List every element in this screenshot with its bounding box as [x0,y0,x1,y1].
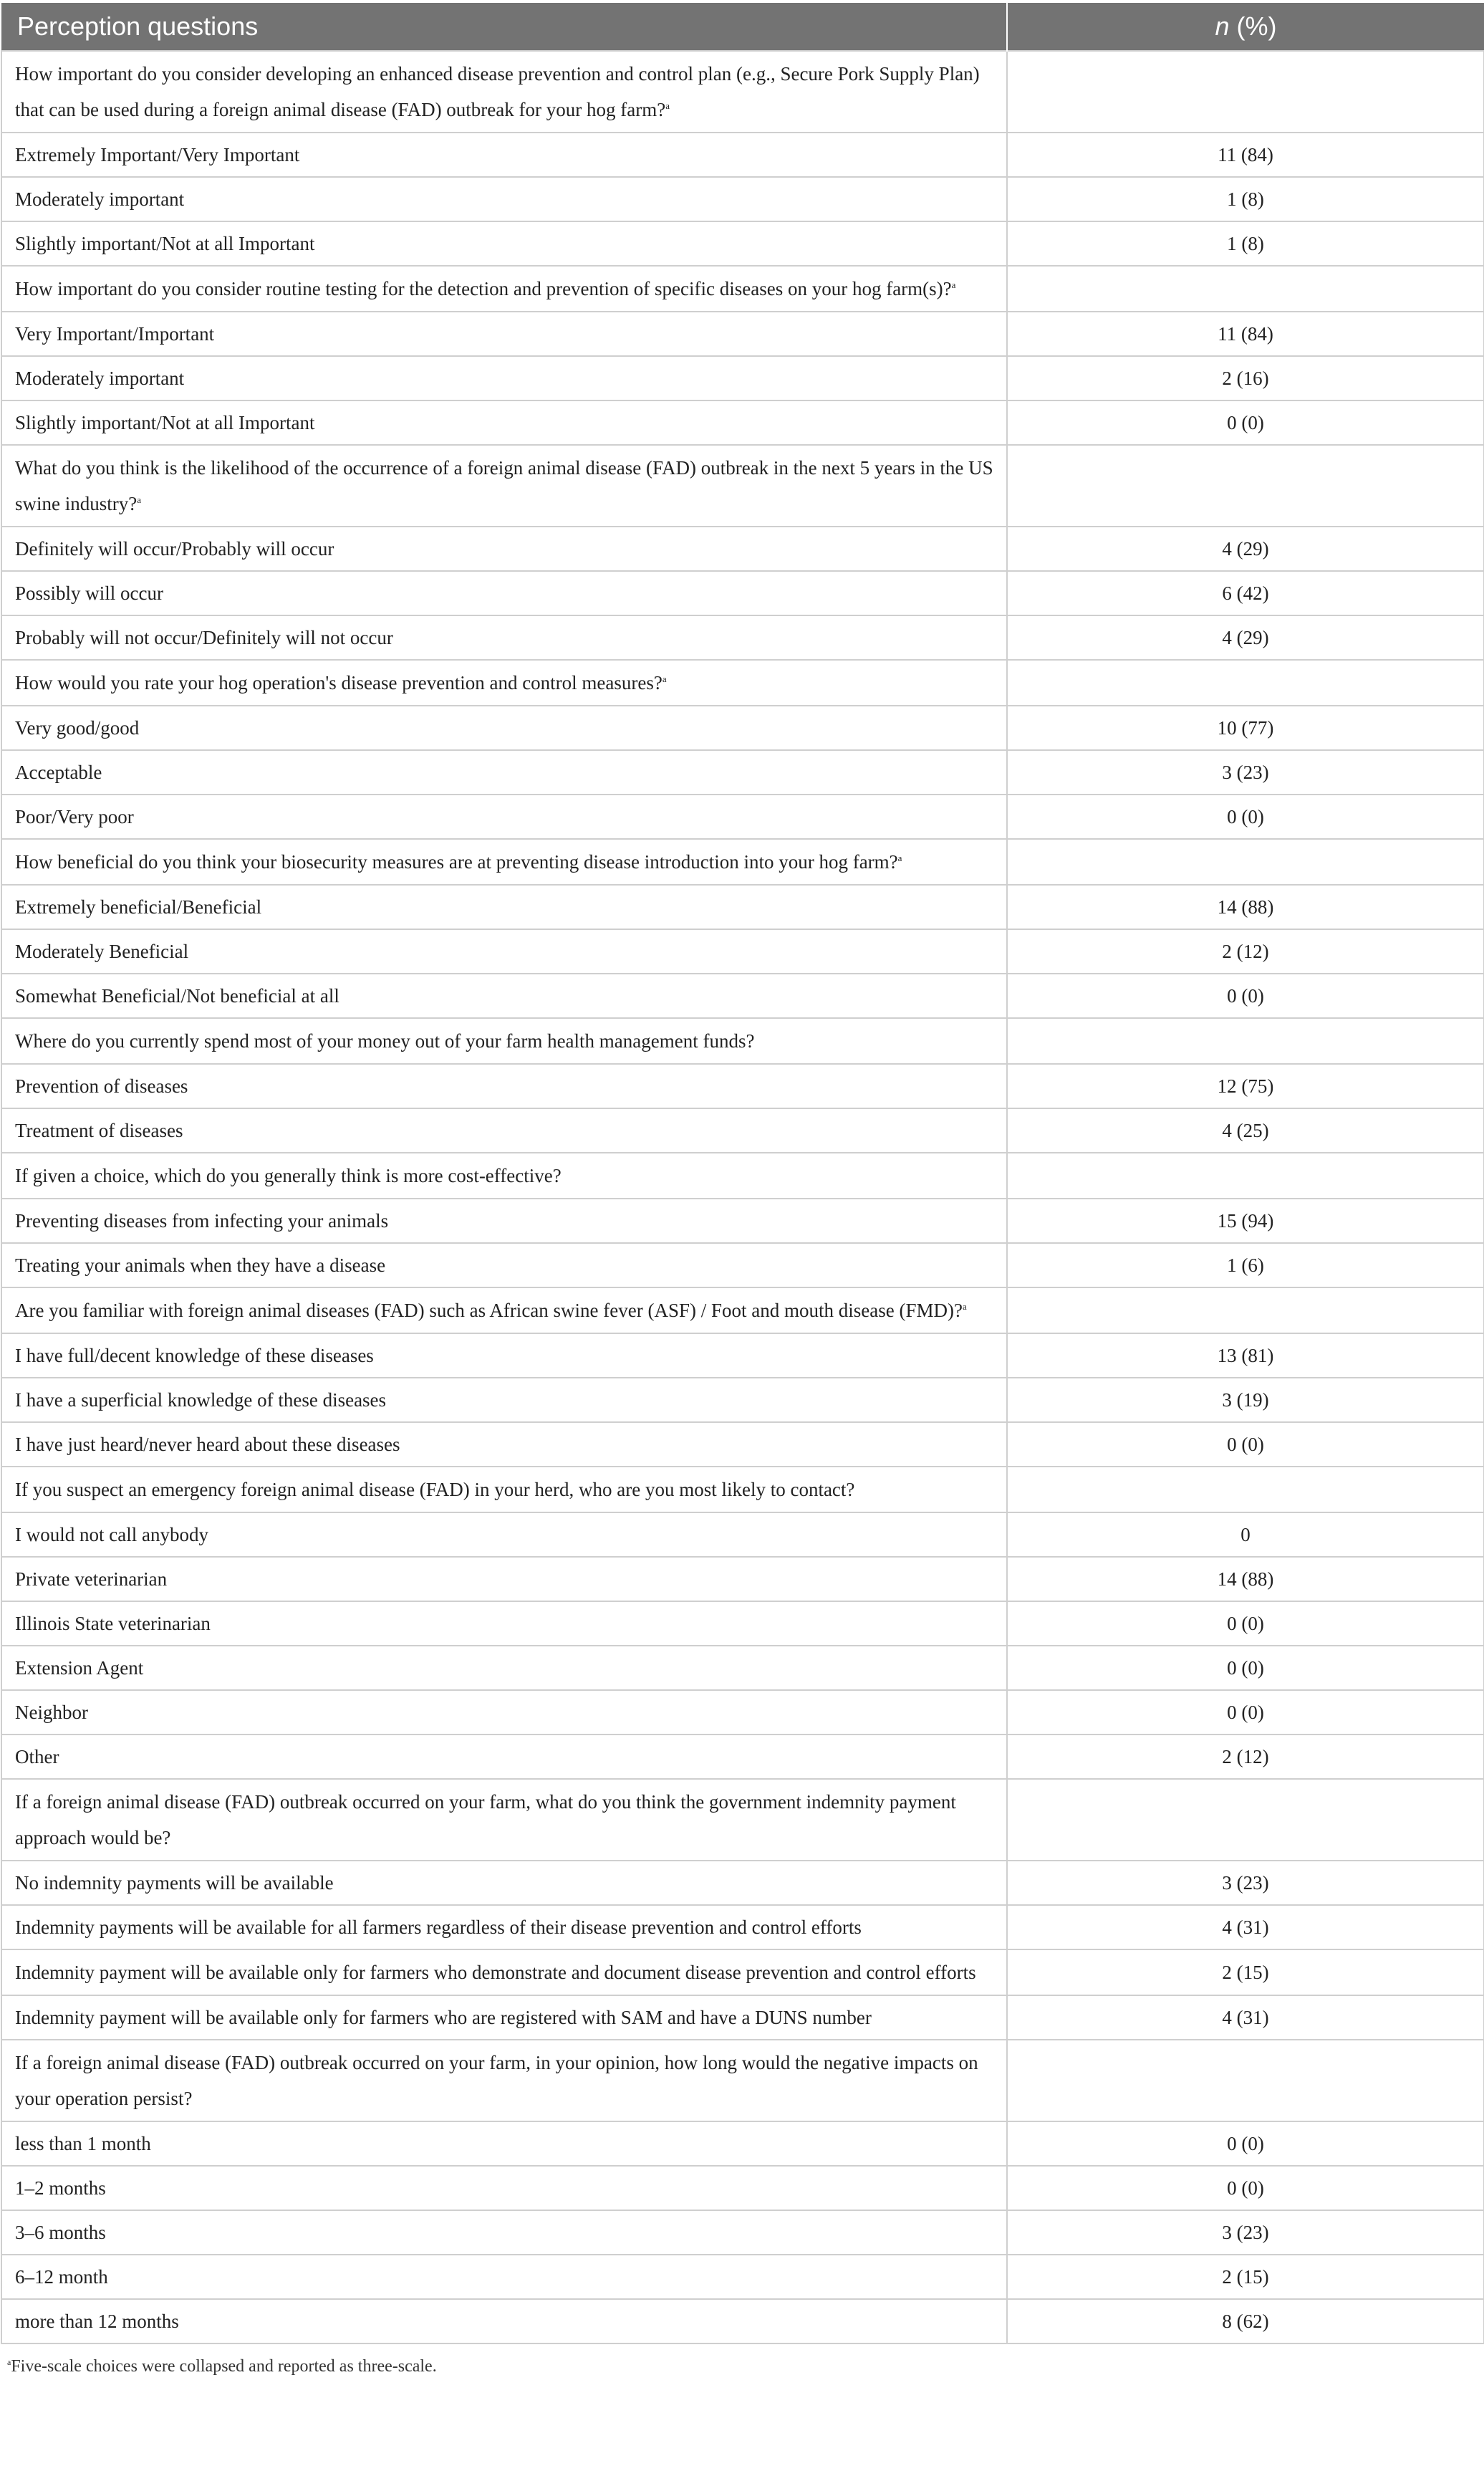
answer-label-cell [1,133,1007,177]
question-text: How beneficial do you think your biosecurity measures are at preventing disease introduction into your hog farm? [15,851,898,873]
answer-label-cell [1,527,1007,571]
header-n-percent [1007,3,1484,51]
answer-text: Moderately important [15,188,185,210]
header-n: n [1215,11,1230,41]
answer-text: Very Important/Important [15,323,215,345]
answer-label-cell [1,615,1007,660]
footnote-marker: a [897,853,902,863]
value-cell: 0 (0) [1007,2121,1484,2166]
value-cell: 2 (12) [1007,1735,1484,1779]
question-text: If given a choice, which do you generally think is more cost-effective? [15,1165,562,1186]
answer-text: I have full/decent knowledge of these diseases [15,1345,374,1366]
answer-text: 3–6 months [15,2222,106,2243]
answer-text: Private veterinarian [15,1568,168,1590]
answer-row [1,885,1484,929]
value-cell: 11 (84) [1007,133,1484,177]
answer-label-cell [1,1646,1007,1690]
answer-label-cell [1,1949,1007,1995]
answer-text: 6–12 month [15,2266,108,2288]
answer-row [1,1995,1484,2040]
question-cell [1,660,1007,706]
answer-row [1,1646,1484,1690]
answer-row [1,133,1484,177]
question-row [1,1287,1484,1333]
answer-row [1,1861,1484,1905]
answer-row [1,2166,1484,2210]
value-cell [1007,445,1484,527]
question-text: How important do you consider routine testing for the detection and prevention of specific diseases on your hog farm(s)? [15,278,952,299]
answer-label-cell [1,1108,1007,1153]
answer-text: Indemnity payments will be available for all farmers regardless of their disease prevention and control efforts [15,1916,862,1938]
answer-label-cell [1,221,1007,266]
answer-row [1,1064,1484,1108]
question-text: What do you think is the likelihood of the occurrence of a foreign animal disease (FAD) outbreak in the next 5 years in the US swine industry? [15,457,993,514]
answer-row [1,312,1484,356]
value-cell: 1 (8) [1007,177,1484,221]
answer-row [1,750,1484,795]
answer-label-cell [1,750,1007,795]
value-cell: 6 (42) [1007,571,1484,615]
value-cell: 14 (88) [1007,885,1484,929]
answer-row [1,1243,1484,1287]
question-row [1,839,1484,885]
answer-row [1,1333,1484,1378]
answer-text: Poor/Very poor [15,806,134,827]
value-cell [1007,839,1484,885]
question-text: If you suspect an emergency foreign animal disease (FAD) in your herd, who are you most likely to contact? [15,1479,855,1500]
question-row [1,1153,1484,1199]
answer-row [1,1690,1484,1735]
value-cell: 0 (0) [1007,1646,1484,1690]
question-cell [1,1153,1007,1199]
value-cell: 3 (23) [1007,750,1484,795]
answer-text: Moderately important [15,368,185,389]
answer-row [1,615,1484,660]
value-cell: 13 (81) [1007,1333,1484,1378]
answer-label-cell [1,1690,1007,1735]
question-text: How important do you consider developing an enhanced disease prevention and control plan (e.g., Secure Pork Supply Plan) that can be used during a foreign animal disease (FAD) outbreak for your hog farm? [15,63,980,120]
footnote-marker: a [137,494,142,505]
question-row [1,266,1484,312]
answer-text: Probably will not occur/Definitely will not occur [15,627,393,648]
value-cell: 3 (23) [1007,2210,1484,2255]
header-perception-questions: Perception questions [1,3,1007,51]
value-cell: 11 (84) [1007,312,1484,356]
answer-text: Other [15,1746,59,1767]
perception-table [1,3,1484,2344]
value-cell: 1 (6) [1007,1243,1484,1287]
answer-label-cell [1,1199,1007,1243]
answer-text: Extension Agent [15,1657,144,1679]
question-text: If a foreign animal disease (FAD) outbreak occurred on your farm, in your opinion, how long would the negative impacts on your operation persist? [15,2052,978,2109]
answer-text: Very good/good [15,717,140,739]
answer-row [1,2255,1484,2299]
answer-row [1,2121,1484,2166]
answer-row [1,2299,1484,2343]
value-cell: 0 (0) [1007,974,1484,1018]
answer-row [1,1735,1484,1779]
question-cell [1,2040,1007,2121]
answer-label-cell [1,706,1007,750]
answer-label-cell [1,2255,1007,2299]
question-row [1,1779,1484,1861]
question-cell [1,445,1007,527]
answer-label-cell [1,356,1007,400]
table-body [1,51,1484,2343]
answer-label-cell [1,1735,1007,1779]
value-cell: 0 (0) [1007,1690,1484,1735]
answer-row [1,1601,1484,1646]
value-cell [1007,1153,1484,1199]
answer-text: I have just heard/never heard about these diseases [15,1434,400,1455]
answer-row [1,795,1484,839]
answer-text: Moderately Beneficial [15,941,189,962]
answer-row [1,1905,1484,1949]
value-cell: 0 [1007,1512,1484,1557]
question-cell [1,839,1007,885]
question-text: Are you familiar with foreign animal diseases (FAD) such as African swine fever (ASF) / Foot and mouth disease (FMD)? [15,1300,963,1321]
question-row [1,2040,1484,2121]
answer-row [1,929,1484,974]
answer-row [1,1949,1484,1995]
answer-text: No indemnity payments will be available [15,1872,334,1894]
value-cell: 12 (75) [1007,1064,1484,1108]
answer-row [1,1378,1484,1422]
value-cell: 4 (29) [1007,527,1484,571]
value-cell [1007,1467,1484,1512]
answer-label-cell [1,795,1007,839]
answer-row [1,974,1484,1018]
answer-label-cell [1,177,1007,221]
answer-row [1,400,1484,445]
answer-row [1,1199,1484,1243]
footnote [7,2357,437,2376]
value-cell: 2 (15) [1007,2255,1484,2299]
question-row [1,51,1484,133]
footnote-marker: a [662,673,667,684]
answer-text: Definitely will occur/Probably will occur [15,538,334,560]
answer-label-cell [1,571,1007,615]
answer-label-cell [1,1333,1007,1378]
answer-label-cell [1,1243,1007,1287]
answer-label-cell [1,2166,1007,2210]
header-percent: (%) [1229,11,1277,41]
value-cell: 1 (8) [1007,221,1484,266]
answer-text: Illinois State veterinarian [15,1613,211,1634]
answer-row [1,1108,1484,1153]
answer-label-cell [1,1601,1007,1646]
answer-label-cell [1,885,1007,929]
answer-text: Neighbor [15,1702,88,1723]
answer-text: Prevention of diseases [15,1075,188,1097]
footnote-mark: a [7,2357,11,2367]
answer-text: Treating your animals when they have a disease [15,1254,386,1276]
value-cell [1007,51,1484,133]
value-cell [1007,660,1484,706]
value-cell [1007,1018,1484,1064]
value-cell: 3 (23) [1007,1861,1484,1905]
value-cell: 2 (12) [1007,929,1484,974]
footnote-marker: a [962,1301,967,1312]
answer-row [1,571,1484,615]
answer-label-cell [1,1995,1007,2040]
question-cell [1,266,1007,312]
value-cell: 3 (19) [1007,1378,1484,1422]
value-cell: 0 (0) [1007,1422,1484,1467]
answer-label-cell [1,929,1007,974]
answer-label-cell [1,1557,1007,1601]
answer-text: Preventing diseases from infecting your animals [15,1210,389,1232]
answer-row [1,177,1484,221]
answer-text: Acceptable [15,762,102,783]
answer-label-cell [1,1512,1007,1557]
value-cell: 15 (94) [1007,1199,1484,1243]
value-cell [1007,1287,1484,1333]
answer-text: Possibly will occur [15,582,163,604]
answer-label-cell [1,1064,1007,1108]
value-cell [1007,2040,1484,2121]
value-cell: 8 (62) [1007,2299,1484,2343]
value-cell: 10 (77) [1007,706,1484,750]
answer-text: Somewhat Beneficial/Not beneficial at all [15,985,339,1007]
value-cell: 0 (0) [1007,2166,1484,2210]
value-cell: 2 (16) [1007,356,1484,400]
answer-text: less than 1 month [15,2133,151,2154]
answer-text: Extremely Important/Very Important [15,144,300,165]
value-cell: 4 (25) [1007,1108,1484,1153]
answer-label-cell [1,2299,1007,2343]
answer-row [1,706,1484,750]
answer-text: Treatment of diseases [15,1120,183,1141]
question-text: If a foreign animal disease (FAD) outbreak occurred on your farm, what do you think the government indemnity payment approach would be? [15,1791,956,1848]
footnote-marker: a [951,279,956,290]
question-cell [1,51,1007,133]
value-cell: 4 (31) [1007,1995,1484,2040]
answer-text: Slightly important/Not at all Important [15,233,315,254]
question-row [1,1018,1484,1064]
answer-label-cell [1,1861,1007,1905]
answer-label-cell [1,2121,1007,2166]
answer-row [1,1557,1484,1601]
answer-text: I have a superficial knowledge of these diseases [15,1389,387,1411]
question-row [1,660,1484,706]
answer-row [1,527,1484,571]
answer-text: more than 12 months [15,2311,179,2332]
footnote-marker: a [665,100,670,111]
answer-label-cell [1,974,1007,1018]
value-cell: 14 (88) [1007,1557,1484,1601]
answer-row [1,356,1484,400]
answer-text: Indemnity payment will be available only for farmers who demonstrate and document disease prevention and control efforts [15,1962,976,1983]
answer-label-cell [1,1905,1007,1949]
answer-label-cell [1,1422,1007,1467]
value-cell: 0 (0) [1007,795,1484,839]
answer-text: Extremely beneficial/Beneficial [15,896,262,918]
answer-label-cell [1,2210,1007,2255]
value-cell: 4 (29) [1007,615,1484,660]
value-cell: 2 (15) [1007,1949,1484,1995]
value-cell: 0 (0) [1007,1601,1484,1646]
question-cell [1,1287,1007,1333]
answer-row [1,221,1484,266]
value-cell: 4 (31) [1007,1905,1484,1949]
question-text: Where do you currently spend most of your money out of your farm health management funds? [15,1030,755,1052]
question-cell [1,1779,1007,1861]
question-row [1,1467,1484,1512]
answer-row [1,1422,1484,1467]
question-cell [1,1467,1007,1512]
value-cell [1007,266,1484,312]
answer-text: I would not call anybody [15,1524,208,1545]
answer-text: Indemnity payment will be available only for farmers who are registered with SAM and have a DUNS number [15,2007,872,2028]
question-row [1,445,1484,527]
answer-label-cell [1,1378,1007,1422]
question-cell [1,1018,1007,1064]
answer-text: Slightly important/Not at all Important [15,412,315,433]
answer-text: 1–2 months [15,2177,106,2199]
question-text: How would you rate your hog operation's disease prevention and control measures? [15,672,662,694]
table-header-row [1,3,1484,51]
value-cell: 0 (0) [1007,400,1484,445]
footnote-text: Five-scale choices were collapsed and reported as three-scale. [11,2357,437,2376]
answer-row [1,1512,1484,1557]
answer-label-cell [1,312,1007,356]
value-cell [1007,1779,1484,1861]
answer-row [1,2210,1484,2255]
answer-label-cell [1,400,1007,445]
